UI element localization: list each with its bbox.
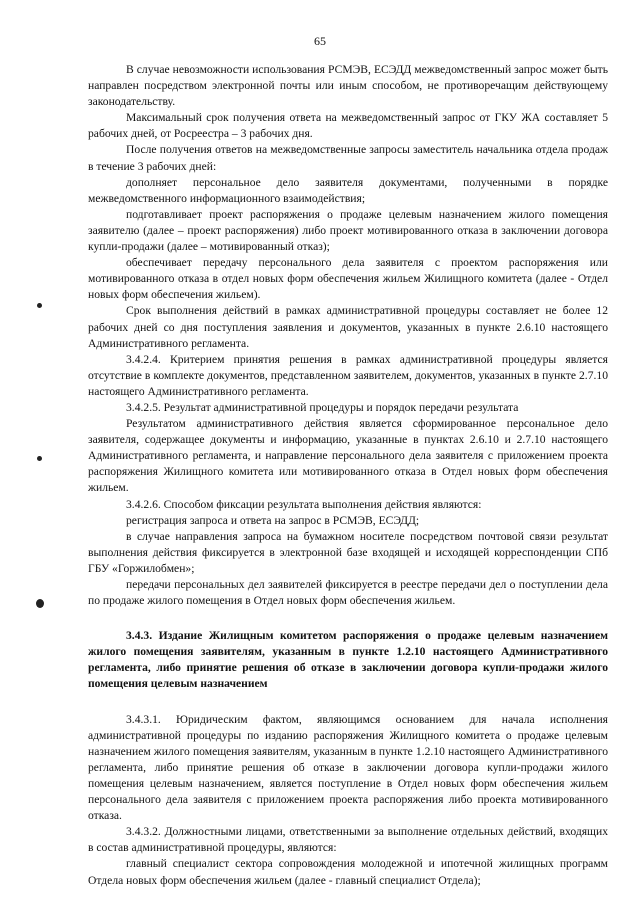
paragraph: обеспечивает передачу персонального дела заявителя с проектом распоряжения или мотивированного отказа в отдел новых форм обеспечения жильем Жилищного комитета (далее - Отдел новых форм обеспечения жильем).	[88, 256, 608, 302]
document-body	[88, 62, 608, 889]
section-heading: 3.4.3. Издание Жилищным комитетом распоряжения о продаже целевым назначением жилого помещения заявителям, указанным в пункте 1.2.10 настоящего Административного регламента, либо принятие решения об отказе в заключении договора купли-продажи жилого помещения целевым назначением	[88, 629, 608, 691]
scan-artifact-dot	[37, 456, 42, 461]
paragraph: дополняет персональное дело заявителя документами, полученными в порядке межведомственного информационного взаимодействия;	[88, 175, 608, 205]
scan-artifact-dot	[36, 599, 44, 608]
paragraph: главный специалист сектора сопровождения молодежной и ипотечной жилищных программ Отдела новых форм обеспечения жильем (далее - главный специалист Отдела);	[88, 857, 608, 887]
paragraph: После получения ответов на межведомственные запросы заместитель начальника отдела продаж в течение 3 рабочих дней:	[88, 143, 608, 173]
paragraph: передачи персональных дел заявителей фиксируется в реестре передачи дел о поступлении дела по продаже жилого помещения в Отдел новых форм обеспечения жильем.	[88, 578, 608, 608]
paragraph: в случае направления запроса на бумажном носителе посредством почтовой связи результат выполнения действия фиксируется в электронной базе входящей и исходящей корреспонденции СПб ГБУ «Горжилобмен»;	[88, 529, 608, 575]
paragraph: В случае невозможности использования РСМЭВ, ЕСЭДД межведомственный запрос может быть направлен посредством электронной почты или иным способом, не противоречащим действующему законодательству.	[88, 63, 608, 109]
paragraph: подготавливает проект распоряжения о продаже целевым назначением жилого помещения заявителю (далее – проект распоряжения) либо проект мотивированного отказа в заключении договора купли-продажи (далее – мотивированный отказ);	[88, 207, 608, 254]
paragraph: Максимальный срок получения ответа на межведомственный запрос от ГКУ ЖА составляет 5 рабочих дней, от Росреестра – 3 рабочих дня.	[88, 111, 608, 141]
paragraph: 3.4.2.6. Способом фиксации результата выполнения действия являются:	[126, 497, 482, 511]
paragraph: 3.4.2.5. Результат административной процедуры и порядок передачи результата	[126, 400, 519, 414]
paragraph: Срок выполнения действий в рамках административной процедуры составляет не более 12 рабочих дней со дня поступления заявления и документов, указанных в пункте 2.6.10 настоящего Административного регламента.	[88, 304, 608, 350]
paragraph: 3.4.3.2. Должностными лицами, ответственными за выполнение отдельных действий, входящих в состав административной процедуры, являются:	[88, 825, 608, 855]
scan-artifact-dot	[37, 303, 42, 308]
paragraph: Результатом административного действия является сформированное персональное дело заявителя, содержащее документы и информацию, указанные в пунктах 2.6.10 и 2.7.10 настоящего Административного регламента, и направление персонального дела заявителя с приложением проекта распоряжения Жилищного комитета или мотивированного отказа в Отдел новых форм обеспечения жильем.	[88, 417, 608, 495]
paragraph: регистрация запроса и ответа на запрос в РСМЭВ, ЕСЭДД;	[126, 513, 420, 527]
page-number: 65	[314, 34, 326, 48]
paragraph: 3.4.3.1. Юридическим фактом, являющимся основанием для начала исполнения административной процедуры по изданию распоряжения Жилищного комитета о продаже целевым назначением жилого помещения заявителям, указанным в пункте 1.2.10 настоящего Административного регламента, либо принятие решения об отказе в заключении договора купли-продажи жилого помещения целевым назначением, является поступление в Отдел новых форм обеспечения жильем персонального дела заявителя с приложением проекта распоряжения либо проекта мотивированного отказа.	[88, 712, 608, 823]
paragraph: 3.4.2.4. Критерием принятия решения в рамках административной процедуры является отсутствие в комплекте документов, представленном заявителем, документов, указанных в пункте 2.7.10 настоящего Административного регламента.	[88, 352, 608, 398]
